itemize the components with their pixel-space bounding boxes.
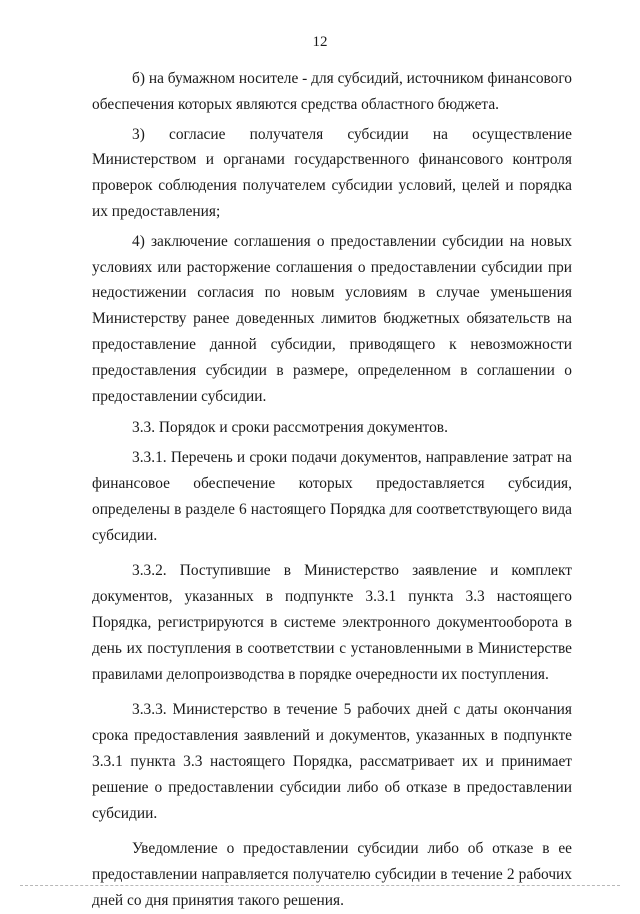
paragraph-3-3-3: 3.3.3. Министерство в течение 5 рабочих дней с даты окончания срока предоставления заявлений и документов, указанных в подпункте 3.3.1 пункта 3.3 настоящего Порядка, рассматривает их и принимает решение о предоставлении субсидии либо об отказе в предоставлении субсидии. [92,701,572,822]
scan-edge-divider [20,885,620,886]
section-heading-3-3: 3.3. Порядок и сроки рассмотрения документов. [132,419,448,437]
paragraph-notification: Уведомление о предоставлении субсидии либо об отказе в ее предоставлении направляется получателю субсидии в течение 2 рабочих дней со дня принятия такого решения. [92,840,572,909]
paragraph-new-agreement-terms: 4) заключение соглашения о предоставлении субсидии на новых условиях или расторжение соглашения о предоставлении субсидии при недостижении согласия по новым условиям в случае уменьшения Министерству ранее доведенных лимитов бюджетных обязательств на предоставление данной субсидии, приводящего к невозможности предоставления субсидии в размере, определенном в соглашении о предоставлении субсидии. [92,232,572,405]
paragraph-paper-medium: б) на бумажном носителе - для субсидий, источником финансового обеспечения которых являются средства областного бюджета. [92,70,572,113]
document-body [92,66,572,914]
paragraph-3-3-1: 3.3.1. Перечень и сроки подачи документов, направление затрат на финансовое обеспечение которых предоставляется субсидия, определены в разделе 6 настоящего Порядка для соответствующего вида субсидии. [92,449,572,544]
paragraph-consent-to-inspections: 3) согласие получателя субсидии на осуществление Министерством и органами государственного финансового контроля проверок соблюдения получателем субсидии условий, целей и порядка их предоставления; [92,125,572,220]
page-number: 12 [312,34,328,50]
paragraph-3-3-2: 3.3.2. Поступившие в Министерство заявление и комплект документов, указанных в подпункте 3.3.1 пункта 3.3 настоящего Порядка, регистрируются в системе электронного документооборота в день их поступления в соответствии с установленными в Министерстве правилами делопроизводства в порядке очередности их поступления. [92,562,572,683]
